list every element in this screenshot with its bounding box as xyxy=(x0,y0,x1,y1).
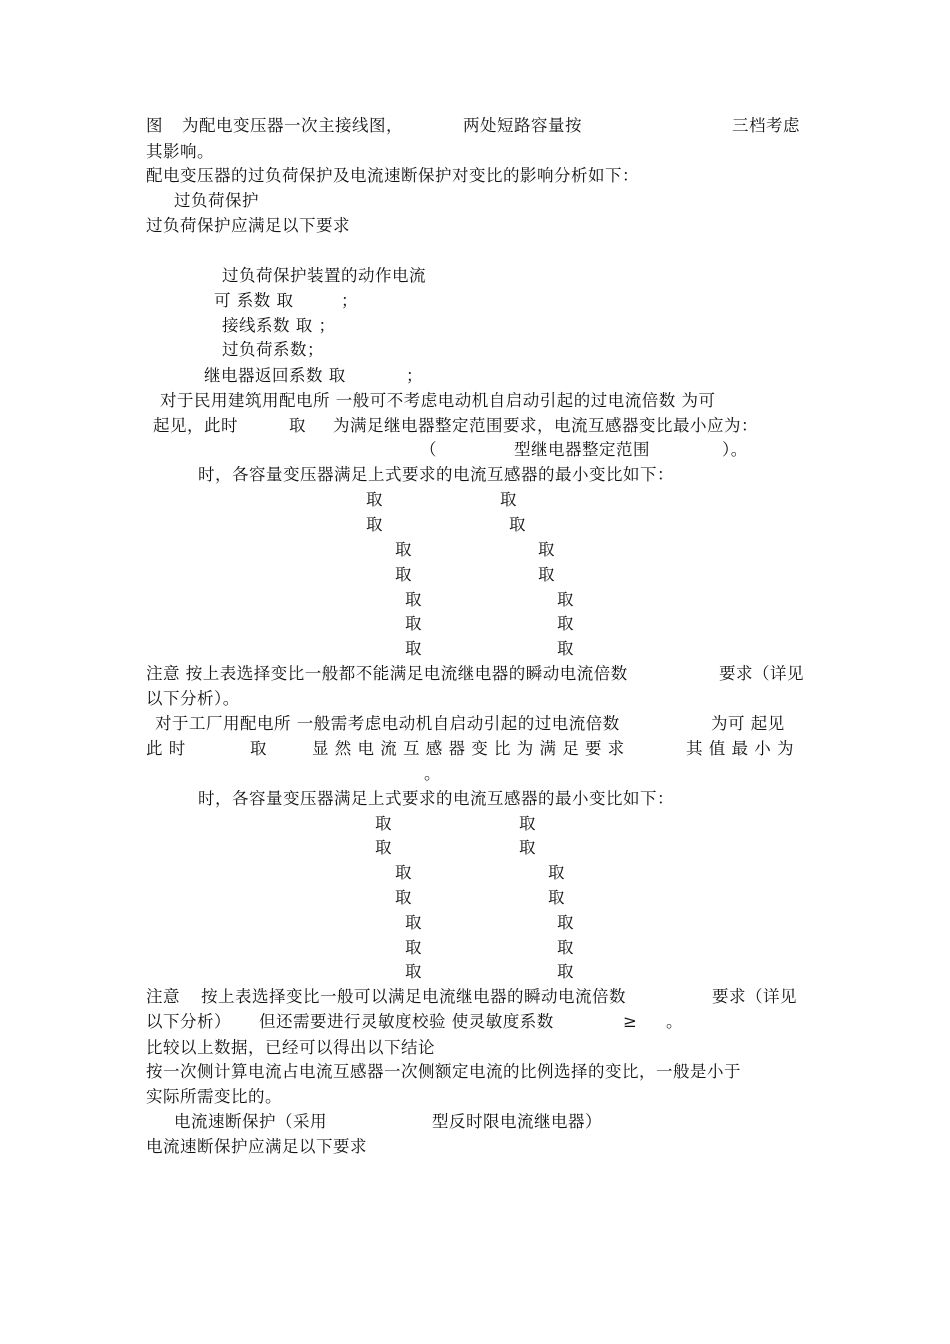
text-line-1-seg-0: 其影响。 xyxy=(146,142,214,161)
text-line-31-seg-0: 取 xyxy=(405,913,422,932)
text-line-27-seg-1: 取 xyxy=(519,814,536,833)
text-line-18-seg-1: 取 xyxy=(557,590,574,609)
text-line-18-seg-0: 取 xyxy=(405,590,422,609)
text-line-6-seg-0: 可 系数 取 xyxy=(214,291,294,310)
text-line-21-seg-1: 要求（详见 xyxy=(719,664,804,683)
text-line-32-seg-0: 取 xyxy=(405,938,422,957)
text-line-34-seg-1: 按上表选择变比一般可以满足电流继电器的瞬动电流倍数 xyxy=(201,987,626,1006)
text-line-29-seg-0: 取 xyxy=(395,863,412,882)
text-line-6-seg-1: ； xyxy=(341,291,358,310)
text-line-0-seg-2: 两处短路容量按 xyxy=(463,116,582,135)
text-line-11-seg-2: 为满足继电器整定范围要求，电流互感器变比最小应为： xyxy=(333,416,758,435)
text-line-35-seg-3: 。 xyxy=(666,1012,683,1031)
text-line-35-seg-1: 但还需要进行灵敏度校验 使灵敏度系数 xyxy=(259,1012,554,1031)
text-line-34-seg-2: 要求（详见 xyxy=(712,987,797,1006)
text-line-31-seg-1: 取 xyxy=(557,913,574,932)
text-line-25-seg-0: 。 xyxy=(424,764,441,783)
text-line-16-seg-1: 取 xyxy=(538,540,555,559)
text-line-24-seg-1: 取 xyxy=(250,739,267,758)
text-line-19-seg-1: 取 xyxy=(557,614,574,633)
text-line-24-seg-2: 显 然 电 流 互 感 器 变 比 为 满 足 要 求 xyxy=(312,739,625,758)
text-line-27-seg-0: 取 xyxy=(375,814,392,833)
text-line-21-seg-0: 注意 按上表选择变比一般都不能满足电流继电器的瞬动电流倍数 xyxy=(146,664,628,683)
text-line-39-seg-1: 型反时限电流继电器） xyxy=(432,1112,602,1131)
text-line-34-seg-0: 注意 xyxy=(146,987,180,1006)
text-line-29-seg-1: 取 xyxy=(548,863,565,882)
text-line-24-seg-3: 其 值 最 小 为 xyxy=(686,739,794,758)
text-line-14-seg-0: 取 xyxy=(366,490,383,509)
text-line-14-seg-1: 取 xyxy=(500,490,517,509)
text-line-19-seg-0: 取 xyxy=(405,614,422,633)
text-line-32-seg-1: 取 xyxy=(557,938,574,957)
text-line-30-seg-1: 取 xyxy=(548,888,565,907)
text-line-12-seg-1: 型继电器整定范围 xyxy=(514,440,650,459)
text-line-3-seg-0: 过负荷保护 xyxy=(174,191,259,210)
text-line-33-seg-0: 取 xyxy=(405,962,422,981)
text-line-16-seg-0: 取 xyxy=(395,540,412,559)
text-line-35-seg-2: ≥ xyxy=(623,1012,638,1031)
text-line-24-seg-0: 此 时 xyxy=(146,739,186,758)
text-line-4-seg-0: 过负荷保护应满足以下要求 xyxy=(146,216,350,235)
text-line-11-seg-1: 取 xyxy=(289,416,306,435)
text-line-20-seg-1: 取 xyxy=(557,639,574,658)
text-line-12-seg-0: （ xyxy=(420,440,437,459)
text-line-0-seg-0: 图 xyxy=(146,116,163,135)
text-line-28-seg-0: 取 xyxy=(375,838,392,857)
text-line-17-seg-1: 取 xyxy=(538,565,555,584)
text-line-30-seg-0: 取 xyxy=(395,888,412,907)
text-line-15-seg-1: 取 xyxy=(509,515,526,534)
text-line-5-seg-0: 过负荷保护装置的动作电流 xyxy=(222,266,426,285)
text-line-33-seg-1: 取 xyxy=(557,962,574,981)
text-line-0-seg-1: 为配电变压器一次主接线图， xyxy=(182,116,403,135)
text-line-7-seg-0: 接线系数 取 ； xyxy=(222,316,336,335)
text-line-0-seg-3: 三档考虑 xyxy=(732,116,800,135)
text-line-40-seg-0: 电流速断保护应满足以下要求 xyxy=(146,1137,367,1156)
text-line-39-seg-0: 电流速断保护（采用 xyxy=(174,1112,327,1131)
text-line-23-seg-1: 为可 起见 xyxy=(711,714,785,733)
text-line-37-seg-0: 按一次侧计算电流占电流互感器一次侧额定电流的比例选择的变比，一般是小于 xyxy=(146,1062,741,1081)
text-line-35-seg-0: 以下分析） xyxy=(146,1012,231,1031)
text-line-8-seg-0: 过负荷系数； xyxy=(222,340,324,359)
text-line-36-seg-0: 比较以上数据，已经可以得出以下结论 xyxy=(146,1038,435,1057)
text-line-22-seg-0: 以下分析）。 xyxy=(146,689,240,708)
text-line-13-seg-0: 时，各容量变压器满足上式要求的电流互感器的最小变比如下： xyxy=(198,465,674,484)
text-line-26-seg-0: 时，各容量变压器满足上式要求的电流互感器的最小变比如下： xyxy=(198,789,674,808)
text-line-9-seg-0: 继电器返回系数 取 xyxy=(204,366,346,385)
text-line-28-seg-1: 取 xyxy=(519,838,536,857)
text-line-10-seg-0: 对于民用建筑用配电所 一般可不考虑电动机自启动引起的过电流倍数 为可 xyxy=(160,391,716,410)
text-line-38-seg-0: 实际所需变比的。 xyxy=(146,1087,282,1106)
text-line-15-seg-0: 取 xyxy=(366,515,383,534)
text-line-17-seg-0: 取 xyxy=(395,565,412,584)
text-line-2-seg-0: 配电变压器的过负荷保护及电流速断保护对变比的影响分析如下： xyxy=(146,166,639,185)
text-line-12-seg-2: ）。 xyxy=(722,440,748,459)
text-line-11-seg-0: 起见，此时 xyxy=(153,416,238,435)
text-line-20-seg-0: 取 xyxy=(405,639,422,658)
text-line-23-seg-0: 对于工厂用配电所 一般需考虑电动机自启动引起的过电流倍数 xyxy=(155,714,620,733)
text-line-9-seg-1: ； xyxy=(406,366,423,385)
